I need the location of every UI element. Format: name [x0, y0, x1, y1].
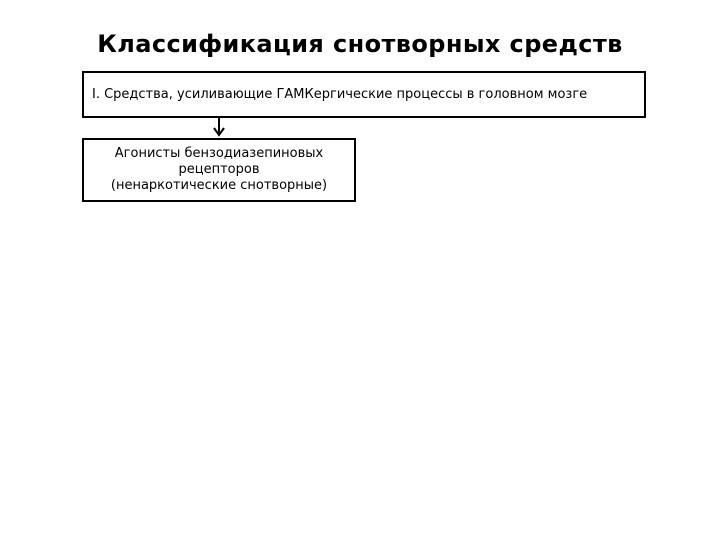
subcategory-line-2: рецепторов [178, 162, 260, 177]
subcategory-line-3: (ненаркотические снотворные) [110, 178, 328, 193]
subcategory-box-benzodiazepine [82, 138, 356, 202]
page-title: Классификация снотворных средств [97, 30, 623, 58]
category-box-gaba [82, 71, 646, 118]
subcategory-line-1: Агонисты бензодиазепиновых [114, 146, 324, 161]
category-label: I. Средства, усиливающие ГАМКергические процессы в головном мозге [92, 87, 588, 102]
